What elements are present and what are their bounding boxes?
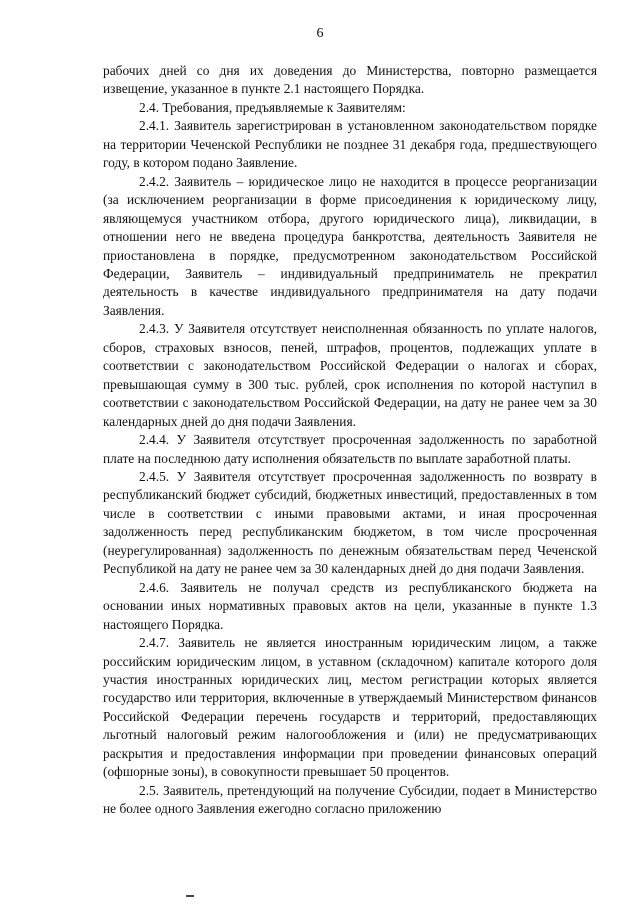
scan-mark — [186, 895, 194, 897]
paragraph-continuation: рабочих дней со дня их доведения до Министерства, повторно размещается извещение, указанное в пункте 2.1 настоящего Порядка. — [103, 63, 597, 97]
page-number: 6 — [316, 26, 324, 41]
paragraph-2-4-5: 2.4.5. У Заявителя отсутствует просроченная задолженность по возврату в республиканский бюджет субсидий, бюджетных инвестиций, предоставленных в том числе в соответствии с иными правовыми актами, и иная просроченная задолженность перед республиканским бюджетом, в том числе просроченная (неурегулированная) задолженность по денежным обязательствам перед Чеченской Республикой на дату не ранее чем за 30 календарных дней до дня подачи Заявления. — [103, 468, 597, 577]
paragraph-2-4-6: 2.4.6. Заявитель не получал средств из республиканского бюджета на основании иных нормативных правовых актов на цели, указанные в пункте 1.3 настоящего Порядка. — [103, 579, 597, 632]
paragraph-2-4-3: 2.4.3. У Заявителя отсутствует неисполненная обязанность по уплате налогов, сборов, страховых взносов, пеней, штрафов, процентов, подлежащих уплате в соответствии с законодательством Российской Федерации о налогах и сборах, превышающая сумму в 300 тыс. рублей, срок исполнения по которой наступил в соответствии с законодательством Российской Федерации, на дату не ранее чем за 30 календарных дней до дня подачи Заявления. — [103, 321, 597, 429]
paragraph-2-4-4: 2.4.4. У Заявителя отсутствует просроченная задолженность по заработной плате на последнюю дату исполнения обязательств по выплате заработной платы. — [103, 432, 597, 466]
paragraph-2-4-2: 2.4.2. Заявитель – юридическое лицо не находится в процессе реорганизации (за исключением реорганизации в форме присоединения к юридическому лицу, являющемуся участником отбора, другого юридического лица), ликвидации, в отношении него не введена процедура банкротства, деятельность Заявителя не приостановлена в порядке, предусмотренном законодательством Российской Федерации, Заявитель – индивидуальный предприниматель не прекратил деятельность в качестве индивидуального предпринимателя на дату подачи Заявления. — [103, 173, 597, 318]
document-body — [103, 62, 597, 819]
paragraph-2-4-7: 2.4.7. Заявитель не является иностранным юридическим лицом, а также российским юридическим лицом, в уставном (складочном) капитале которого доля участия иностранных юридических лиц, местом регистрации которых является государство или территория, включенные в утверждаемый Министерством финансов Российской Федерации перечень государств и территорий, предоставляющих льготный налоговый режим налогообложения и (или) не предусматривающих раскрытия и предоставления информации при проведении финансовых операций (офшорные зоны), в совокупности превышает 50 процентов. — [103, 635, 597, 780]
paragraph-2-5: 2.5. Заявитель, претендующий на получение Субсидии, подает в Министерство не более одного Заявления ежегодно согласно приложению — [103, 782, 597, 817]
paragraph-2-4-1: 2.4.1. Заявитель зарегистрирован в установленном законодательством порядке на территории Чеченской Республики не позднее 31 декабря года, предшествующего году, в котором подано Заявление. — [103, 118, 597, 171]
paragraph-2-4-heading: 2.4. Требования, предъявляемые к Заявителям: — [139, 99, 406, 115]
